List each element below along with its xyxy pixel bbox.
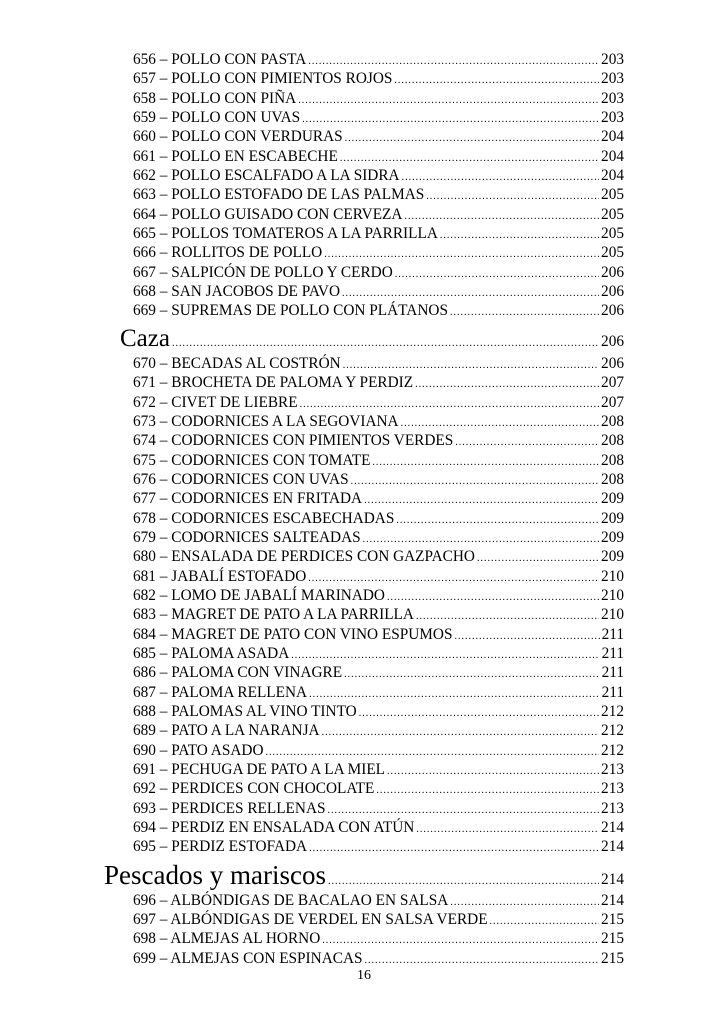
toc-entry[interactable] — [0, 69, 728, 88]
toc-entry-title — [133, 89, 296, 108]
toc-entry-title — [133, 760, 385, 779]
separator: – — [155, 703, 172, 720]
toc-entry-title — [133, 224, 438, 243]
toc-entry[interactable] — [0, 185, 728, 204]
separator: – — [155, 741, 172, 759]
toc-page-number: 206 — [601, 302, 624, 320]
recipe-title: ALBÓNDIGAS DE VERDEL EN SALSA VERDE — [170, 911, 488, 929]
toc-page-number: 211 — [601, 625, 624, 643]
toc-entry-title — [133, 50, 306, 69]
recipe-number: 672 — [133, 393, 156, 411]
toc-entry[interactable] — [0, 586, 728, 605]
recipe-number: 669 — [133, 302, 156, 320]
toc-entry[interactable] — [0, 282, 728, 301]
toc-page-number: 205 — [601, 205, 624, 223]
recipe-number: 666 — [133, 244, 156, 262]
toc-page-number: 214 — [601, 819, 624, 837]
toc-entry-title — [133, 354, 341, 373]
toc-page-number: 208 — [601, 432, 624, 450]
separator: – — [155, 567, 172, 585]
recipe-number: 661 — [133, 147, 156, 165]
recipe-number: 699 — [133, 949, 156, 967]
recipe-title: MAGRET DE PATO CON VINO ESPUMOS — [171, 625, 453, 643]
separator: – — [155, 470, 172, 488]
recipe-title: POLLO CON PIÑA — [171, 89, 297, 107]
toc-entry[interactable] — [0, 470, 728, 489]
recipe-number: 677 — [133, 490, 156, 508]
toc-entry[interactable] — [0, 412, 728, 431]
recipe-number: 658 — [133, 89, 156, 107]
toc-entry[interactable] — [0, 721, 728, 740]
toc-page-number: 212 — [601, 722, 624, 740]
recipe-title: POLLO CON VERDURAS — [171, 128, 343, 146]
recipe-number: 671 — [133, 374, 156, 392]
separator: – — [155, 911, 171, 929]
toc-entry[interactable] — [0, 50, 728, 69]
toc-entry-title — [133, 205, 402, 224]
toc-entry[interactable] — [0, 354, 728, 373]
toc-entry[interactable] — [0, 799, 728, 818]
toc-page-number: 208 — [601, 451, 624, 469]
toc-page-number: 205 — [601, 244, 624, 262]
separator: – — [155, 128, 172, 146]
toc-entry-title — [133, 891, 448, 910]
toc-entry-title — [133, 741, 264, 760]
toc-entry-title — [133, 373, 413, 392]
separator: – — [155, 838, 172, 856]
recipe-number: 676 — [133, 470, 156, 488]
toc-page-number: 207 — [601, 393, 624, 411]
recipe-title: CODORNICES CON TOMATE — [171, 451, 371, 469]
separator: – — [155, 147, 172, 165]
recipe-title: SALPICÓN DE POLLO Y CERDO — [171, 263, 393, 281]
separator: – — [155, 393, 172, 411]
toc-page-number: 203 — [601, 51, 624, 68]
recipe-title: SAN JACOBOS DE PAVO — [171, 283, 340, 301]
toc-page-number: 213 — [601, 780, 624, 798]
toc-entry[interactable] — [0, 760, 728, 779]
recipe-title: POLLO ESCALFADO A LA SIDRA — [171, 167, 400, 185]
separator: – — [155, 799, 172, 817]
separator: – — [155, 167, 172, 185]
toc-section[interactable] — [0, 860, 728, 890]
recipe-title: ALMEJAS AL HORNO — [170, 930, 321, 948]
toc-entry[interactable] — [0, 625, 728, 644]
recipe-title: POLLOS TOMATEROS A LA PARRILLA — [171, 225, 438, 243]
toc-entry-title — [133, 910, 488, 929]
toc-entry[interactable] — [0, 127, 728, 146]
toc-entry-title — [133, 721, 320, 740]
separator: – — [155, 70, 172, 88]
toc-entry[interactable] — [0, 818, 728, 837]
toc-entry-title — [133, 779, 374, 798]
recipe-number: 695 — [133, 838, 156, 856]
toc-page-number: 211 — [601, 664, 624, 682]
recipe-number: 662 — [133, 167, 156, 185]
separator: – — [155, 412, 172, 430]
toc-entry[interactable] — [0, 431, 728, 450]
recipe-title: PALOMAS AL VINO TINTO — [171, 703, 357, 720]
separator: – — [155, 528, 172, 546]
toc-entry[interactable] — [0, 929, 728, 948]
separator: – — [155, 432, 172, 450]
toc-entry[interactable] — [0, 949, 728, 968]
toc-entry[interactable] — [0, 451, 728, 470]
toc-page-number: 209 — [601, 509, 624, 527]
toc-entry[interactable] — [0, 837, 728, 856]
toc-page-number: 206 — [601, 332, 624, 350]
recipe-title: PATO ASADO — [171, 741, 264, 759]
separator: – — [155, 625, 172, 643]
recipe-title: ALMEJAS CON ESPINACAS — [170, 949, 363, 967]
recipe-title: POLLO CON PIMIENTOS ROJOS — [171, 70, 393, 88]
toc-entry-title — [133, 799, 326, 818]
toc-page-number: 209 — [601, 528, 624, 546]
toc-entry[interactable] — [0, 224, 728, 243]
toc-entry-title — [133, 644, 289, 663]
toc-entry-title — [133, 185, 424, 204]
recipe-number: 693 — [133, 799, 156, 817]
toc-entry[interactable] — [0, 301, 728, 320]
separator: – — [155, 263, 172, 281]
toc-entry[interactable] — [0, 243, 728, 262]
separator: – — [155, 490, 172, 508]
recipe-number: 659 — [133, 109, 156, 127]
toc-entry-title — [133, 243, 322, 262]
toc-page-number: 211 — [601, 683, 624, 701]
separator: – — [155, 225, 172, 243]
toc-entry-title — [133, 263, 393, 282]
toc-page-number: 211 — [601, 644, 624, 662]
recipe-number: 691 — [133, 761, 156, 779]
separator: – — [155, 374, 172, 392]
recipe-number: 686 — [133, 664, 156, 682]
recipe-title: PATO A LA NARANJA — [171, 722, 320, 740]
toc-entry-title — [133, 837, 307, 856]
toc-entry[interactable] — [0, 683, 728, 702]
toc-page-number: 204 — [601, 128, 624, 146]
toc-page-number: 203 — [601, 89, 624, 107]
toc-subsection[interactable] — [0, 325, 728, 353]
toc-entry[interactable] — [0, 147, 728, 166]
separator: – — [155, 930, 171, 948]
toc-entry-title — [133, 166, 400, 185]
separator: – — [155, 949, 171, 967]
recipe-title: CODORNICES ESCABECHADAS — [171, 509, 395, 527]
recipe-number: 681 — [133, 567, 156, 585]
recipe-title: MAGRET DE PATO A LA PARRILLA — [171, 606, 414, 624]
recipe-number: 665 — [133, 225, 156, 243]
recipe-title: PALOMA ASADA — [171, 644, 290, 662]
toc-entry[interactable] — [0, 605, 728, 624]
recipe-number: 660 — [133, 128, 156, 146]
dot-leader — [309, 839, 599, 858]
recipe-number: 679 — [133, 528, 156, 546]
separator: – — [155, 722, 172, 740]
toc-entry-title — [133, 108, 300, 127]
separator: – — [155, 548, 172, 566]
dot-leader — [450, 303, 599, 322]
toc-page-number: 215 — [601, 930, 624, 948]
recipe-title: ALBÓNDIGAS DE BACALAO EN SALSA — [170, 891, 449, 909]
recipe-number: 674 — [133, 432, 156, 450]
toc-entry-title — [133, 127, 343, 146]
separator: – — [155, 819, 172, 837]
separator: – — [155, 186, 172, 204]
recipe-number: 690 — [133, 741, 156, 759]
separator: – — [155, 509, 172, 527]
recipe-number: 670 — [133, 354, 156, 372]
toc-entry[interactable] — [0, 910, 728, 929]
toc-page-number: 208 — [601, 412, 624, 430]
recipe-number: 684 — [133, 625, 156, 643]
table-of-contents — [0, 50, 728, 968]
toc-page-number: 214 — [601, 891, 624, 909]
recipe-title: ENSALADA DE PERDICES CON GAZPACHO — [171, 548, 475, 566]
separator: – — [155, 644, 172, 662]
toc-entry-title — [133, 470, 349, 489]
recipe-number: 663 — [133, 186, 156, 204]
separator: – — [155, 891, 171, 909]
toc-entry[interactable] — [0, 373, 728, 392]
recipe-title: CIVET DE LIEBRE — [171, 393, 298, 411]
separator: – — [155, 109, 172, 127]
separator: – — [155, 451, 172, 469]
recipe-number: 664 — [133, 205, 156, 223]
toc-entry-title — [133, 509, 394, 528]
section-title: Pescados y mariscos — [104, 859, 326, 890]
recipe-number: 683 — [133, 606, 156, 624]
recipe-title: PERDICES RELLENAS — [171, 799, 326, 817]
recipe-number: 667 — [133, 263, 156, 281]
recipe-title: BECADAS AL COSTRÓN — [171, 354, 341, 372]
toc-page-number: 215 — [601, 911, 624, 929]
page-number: 16 — [357, 968, 371, 983]
toc-page-number: 210 — [601, 606, 624, 624]
recipe-title: POLLO CON PASTA — [171, 51, 307, 68]
recipe-number: 687 — [133, 683, 156, 701]
toc-entry-title — [133, 547, 475, 566]
recipe-number: 698 — [133, 930, 156, 948]
toc-page-number: 213 — [601, 799, 624, 817]
toc-page-number: 208 — [601, 470, 624, 488]
toc-entry-title — [133, 431, 453, 450]
toc-entry-title — [133, 663, 342, 682]
separator: – — [155, 664, 172, 682]
toc-entry[interactable] — [0, 263, 728, 282]
recipe-number: 675 — [133, 451, 156, 469]
recipe-title: JABALÍ ESTOFADO — [171, 567, 307, 585]
recipe-title: PERDICES CON CHOCOLATE — [171, 780, 375, 798]
recipe-number: 656 — [133, 51, 156, 68]
toc-page-number: 213 — [601, 761, 624, 779]
toc-page-number: 209 — [601, 490, 624, 508]
toc-entry[interactable] — [0, 741, 728, 760]
separator: – — [155, 586, 172, 604]
toc-page-number: 210 — [601, 567, 624, 585]
recipe-title: CODORNICES EN FRITADA — [171, 490, 363, 508]
recipe-number: 673 — [133, 412, 156, 430]
toc-page-number: 205 — [601, 186, 624, 204]
toc-entry-title — [133, 929, 320, 948]
separator: – — [155, 302, 172, 320]
separator: – — [155, 51, 172, 68]
toc-page-number: 212 — [601, 703, 624, 720]
recipe-number: 682 — [133, 586, 156, 604]
recipe-number: 696 — [133, 891, 156, 909]
toc-entry-title — [133, 489, 362, 508]
toc-entry[interactable] — [0, 205, 728, 224]
separator: – — [155, 244, 172, 262]
separator: – — [155, 761, 172, 779]
toc-entry[interactable] — [0, 644, 728, 663]
recipe-title: PALOMA RELLENA — [171, 683, 308, 701]
separator: – — [155, 683, 172, 701]
recipe-number: 688 — [133, 703, 156, 720]
toc-page-number: 210 — [601, 586, 624, 604]
recipe-number: 678 — [133, 509, 156, 527]
toc-entry[interactable] — [0, 108, 728, 127]
toc-entry[interactable] — [0, 528, 728, 547]
toc-page-number: 212 — [601, 741, 624, 759]
toc-page-number: 206 — [601, 263, 624, 281]
toc-entry-title — [133, 393, 298, 412]
recipe-title: SUPREMAS DE POLLO CON PLÁTANOS — [171, 302, 448, 320]
toc-page-number: 214 — [601, 838, 624, 856]
toc-page-number: 207 — [601, 374, 624, 392]
toc-entry[interactable] — [0, 509, 728, 528]
recipe-title: CODORNICES SALTEADAS — [171, 528, 361, 546]
toc-entry-title — [133, 301, 448, 320]
toc-entry[interactable] — [0, 89, 728, 108]
recipe-title: POLLO CON UVAS — [171, 109, 301, 127]
toc-entry[interactable] — [0, 547, 728, 566]
toc-page-number: 204 — [601, 147, 624, 165]
toc-entry-title — [133, 683, 307, 702]
recipe-number: 680 — [133, 548, 156, 566]
toc-entry[interactable] — [0, 702, 728, 721]
toc-entry[interactable] — [0, 663, 728, 682]
section-title: Caza — [120, 324, 170, 352]
toc-page-number: 206 — [601, 283, 624, 301]
toc-entry-title — [133, 567, 306, 586]
recipe-title: CODORNICES CON PIMIENTOS VERDES — [171, 432, 454, 450]
separator: – — [155, 780, 172, 798]
toc-entry-title — [133, 528, 361, 547]
recipe-title: CODORNICES CON UVAS — [171, 470, 349, 488]
separator: – — [155, 283, 172, 301]
toc-entry-title — [133, 605, 414, 624]
recipe-number: 692 — [133, 780, 156, 798]
toc-entry-title — [133, 625, 452, 644]
toc-page-number: 215 — [601, 949, 624, 967]
toc-entry-title — [133, 702, 357, 721]
toc-entry[interactable] — [0, 567, 728, 586]
separator: – — [155, 89, 172, 107]
separator: – — [155, 205, 172, 223]
toc-page-number: 203 — [601, 109, 624, 127]
toc-entry-title — [133, 949, 363, 968]
toc-page-number: 204 — [601, 167, 624, 185]
recipe-title: PALOMA CON VINAGRE — [171, 664, 343, 682]
toc-page-number: 206 — [601, 354, 624, 372]
toc-page-number: 214 — [601, 870, 624, 888]
recipe-title: POLLO ESTOFADO DE LAS PALMAS — [171, 186, 425, 204]
recipe-number: 694 — [133, 819, 156, 837]
recipe-number: 657 — [133, 70, 156, 88]
toc-page-number: 203 — [601, 70, 624, 88]
recipe-title: ROLLITOS DE POLLO — [171, 244, 323, 262]
toc-entry-title — [133, 586, 385, 605]
toc-entry-title — [133, 69, 392, 88]
recipe-title: POLLO EN ESCABECHE — [171, 147, 338, 165]
toc-entry-title — [133, 147, 338, 166]
separator: – — [155, 606, 172, 624]
recipe-title: POLLO GUISADO CON CERVEZA — [171, 205, 403, 223]
recipe-title: LOMO DE JABALÍ MARINADO — [171, 586, 385, 604]
toc-entry-title — [133, 412, 399, 431]
toc-entry-title — [133, 282, 340, 301]
recipe-title: PECHUGA DE PATO A LA MIEL — [171, 761, 386, 779]
toc-entry-title — [133, 451, 370, 470]
toc-entry-title — [133, 818, 414, 837]
toc-page-number: 205 — [601, 225, 624, 243]
recipe-number: 685 — [133, 644, 156, 662]
recipe-number: 697 — [133, 911, 156, 929]
recipe-number: 668 — [133, 283, 156, 301]
recipe-title: PERDIZ EN ENSALADA CON ATÚN — [171, 819, 415, 837]
recipe-number: 689 — [133, 722, 156, 740]
recipe-title: CODORNICES A LA SEGOVIANA — [171, 412, 399, 430]
toc-page-number: 209 — [601, 548, 624, 566]
recipe-title: PERDIZ ESTOFADA — [171, 838, 308, 856]
toc-entry[interactable] — [0, 779, 728, 798]
separator: – — [155, 354, 172, 372]
toc-entry[interactable] — [0, 393, 728, 412]
toc-entry[interactable] — [0, 891, 728, 910]
toc-entry[interactable] — [0, 166, 728, 185]
recipe-title: BROCHETA DE PALOMA Y PERDIZ — [171, 374, 414, 392]
toc-entry[interactable] — [0, 489, 728, 508]
